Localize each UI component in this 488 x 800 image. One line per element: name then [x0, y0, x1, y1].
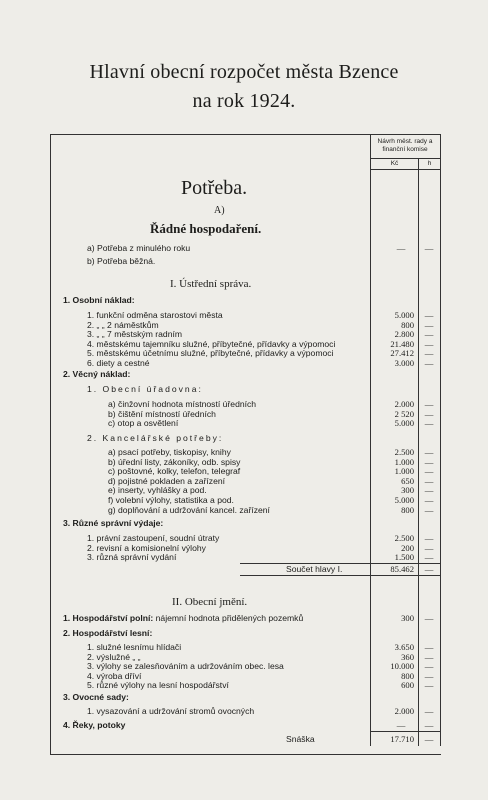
row-amount-kc: 5.000 [394, 418, 414, 429]
group-3-title: 3. Různé správní výdaje: [63, 518, 164, 528]
s2-group-4-label: 4. Řeky, potoky [63, 720, 126, 730]
row-amount-kc: 2.000 [394, 706, 414, 716]
header-rule-2 [370, 169, 441, 170]
sum-1-kc: 85.462 [390, 564, 414, 574]
row-label: 1. vysazování a udržování stromů ovocných [87, 706, 255, 716]
row-amount-h: — [424, 552, 434, 563]
row-amount-h: — [424, 358, 434, 368]
group-2b-title: 2. Kancelářské potřeby: [87, 433, 224, 443]
column-header-title: Návrh měst. rady a finanční komise [377, 138, 433, 153]
row-label: 3. různá správní vydání [87, 552, 177, 563]
section-2-title: II. Obecní jmění. [172, 596, 248, 608]
row-label: 1. právní zastoupení, soudní útraty [87, 533, 220, 543]
row-amount-h: — [424, 348, 434, 359]
sum-rule-bottom [240, 575, 441, 576]
snaska-label: Snáška [286, 734, 315, 744]
row-label: 1. služné lesnímu hlídači [87, 642, 182, 652]
row-label: c) poštovné, kolky, telefon, telegraf [108, 466, 241, 477]
row-amount-kc: 200 [401, 542, 414, 553]
row-label: c) otop a osvětlení [108, 418, 179, 429]
s2-group-1-h: — [424, 613, 434, 623]
row-label: d) pojistné pokladen a zařízení [108, 475, 226, 486]
group-1-title: 1. Osobní náklad: [63, 295, 135, 305]
row-amount-h: — [424, 475, 434, 486]
row-amount-kc: 360 [401, 651, 414, 662]
row-label: b) úřední listy, zákoníky, odb. spisy [108, 456, 241, 467]
row-amount-h: — [424, 533, 434, 543]
column-header-kc: Kč [390, 160, 399, 167]
s2-group-1-kc: 300 [401, 613, 414, 623]
document-title [0, 58, 488, 116]
row-label: a) psací potřeby, tiskopisy, knihy [108, 447, 231, 457]
row-amount-kc: 2 520 [394, 408, 414, 419]
row-amount-h: — [424, 680, 434, 691]
row-label: 6. diety a cestné [87, 358, 150, 368]
row-amount-h: — [424, 399, 434, 409]
row-amount-h: — [424, 651, 434, 662]
row-label: 3. výlohy se zalesňováním a udržováním obec. lesa [87, 661, 284, 672]
row-amount-kc: 600 [401, 680, 414, 691]
heading-a: A) [214, 205, 225, 216]
row-amount-h: — [424, 447, 434, 457]
row-amount-h: — [424, 670, 434, 681]
snaska-h: — [424, 734, 434, 744]
row-amount-kc: 3.650 [394, 642, 414, 652]
intro-a-h: — [424, 243, 434, 253]
table-top-rule [50, 134, 441, 135]
row-amount-h: — [424, 310, 434, 320]
row-amount-h: — [424, 466, 434, 477]
row-amount-h: — [424, 706, 434, 716]
row-amount-h: — [424, 642, 434, 652]
header-rule-1 [370, 158, 441, 159]
group-2a-title: 1. Obecní úřadovna: [87, 384, 203, 394]
row-amount-kc: 5.000 [394, 495, 414, 505]
title-line-1: Hlavní obecní rozpočet města Bzence [89, 61, 399, 83]
row-amount-h: — [424, 542, 434, 553]
row-label: 5. různé výlohy na lesní hospodářství [87, 680, 229, 691]
group-2-title: 2. Věcný náklad: [63, 369, 131, 379]
kc-h-divider [418, 158, 419, 746]
intro-a-label: a) Potřeba z minulého roku [87, 243, 191, 253]
row-amount-kc: 1.000 [394, 456, 414, 467]
row-amount-kc: 2.000 [394, 399, 414, 409]
row-amount-kc: 2.500 [394, 533, 414, 543]
row-amount-kc: 27.412 [390, 348, 414, 359]
row-amount-h: — [424, 408, 434, 419]
row-amount-kc: 21.480 [390, 338, 414, 349]
row-amount-kc: 2.500 [394, 447, 414, 457]
s2-group-4-h: — [424, 720, 434, 730]
row-amount-h: — [424, 329, 434, 340]
title-line-2: na rok 1924. [192, 90, 296, 112]
row-label: a) činžovní hodnota místností úředních [108, 399, 257, 409]
row-label: 5. městskému účetnímu služné, příbytečné, přídavky a výpomoci [87, 348, 334, 359]
row-label: 1. funkční odměna starostovi města [87, 310, 223, 320]
row-label: 4. výroba dříví [87, 670, 142, 681]
s2-group-3-title: 3. Ovocné sady: [63, 692, 129, 702]
row-label: f) volební výlohy, statistika a pod. [108, 495, 234, 505]
amount-column-left-border [370, 134, 371, 746]
row-amount-h: — [424, 495, 434, 505]
s2-group-1-label: 1. Hospodářství polní: nájemní hodnota přidělených pozemků [63, 613, 304, 623]
row-amount-kc: 650 [401, 475, 414, 486]
intro-a-kc: — [396, 243, 406, 253]
row-label: g) doplňování a udržování kancel. zařízení [108, 504, 270, 515]
section-1-title: I. Ústřední správa. [170, 278, 252, 290]
heading-potreba: Potřeba. [181, 177, 248, 199]
row-amount-kc: 1.000 [394, 466, 414, 477]
row-amount-h: — [424, 485, 434, 496]
row-amount-kc: 300 [401, 485, 414, 496]
s2-group-2-title: 2. Hospodářství lesní: [63, 628, 153, 638]
heading-radne: Řádné hospodaření. [150, 221, 262, 236]
row-label: 2. revisní a komisionelní výlohy [87, 542, 206, 553]
sum-1-h: — [424, 564, 434, 574]
row-amount-kc: 800 [401, 670, 414, 681]
left-border [50, 134, 51, 754]
sum-1-label: Součet hlavy I. [286, 564, 343, 574]
row-amount-h: — [424, 661, 434, 672]
row-amount-kc: 800 [401, 504, 414, 515]
row-label: e) inserty, vyhlášky a pod. [108, 485, 207, 496]
row-amount-h: — [424, 319, 434, 330]
row-amount-h: — [424, 456, 434, 467]
snaska-rule [370, 731, 441, 732]
snaska-kc: 17.710 [390, 734, 414, 744]
row-amount-kc: 1.500 [394, 552, 414, 563]
row-amount-kc: 5.000 [394, 310, 414, 320]
s2-group-4-kc: — [396, 720, 406, 730]
row-amount-kc: 2.800 [394, 329, 414, 340]
amount-column-right-border [440, 134, 441, 746]
row-amount-kc: 10.000 [390, 661, 414, 672]
row-label: 2. výslužné „ „ [87, 651, 141, 662]
column-header-h: h [427, 160, 432, 167]
row-amount-h: — [424, 504, 434, 515]
row-amount-kc: 800 [401, 319, 414, 330]
intro-b-label: b) Potřeba běžná. [87, 256, 156, 266]
row-label: b) čištění místností úředních [108, 408, 216, 419]
row-amount-h: — [424, 418, 434, 429]
row-amount-kc: 3.000 [394, 358, 414, 368]
table-bottom-rule [50, 754, 441, 755]
row-amount-h: — [424, 338, 434, 349]
row-label: 4. městskému tajemníku služné, příbytečné, přídavky a výpomoci [87, 338, 336, 349]
row-label: 2. „ „ 2 náměstkům [87, 319, 159, 330]
row-label: 3. „ „ 7 městským radním [87, 329, 183, 340]
